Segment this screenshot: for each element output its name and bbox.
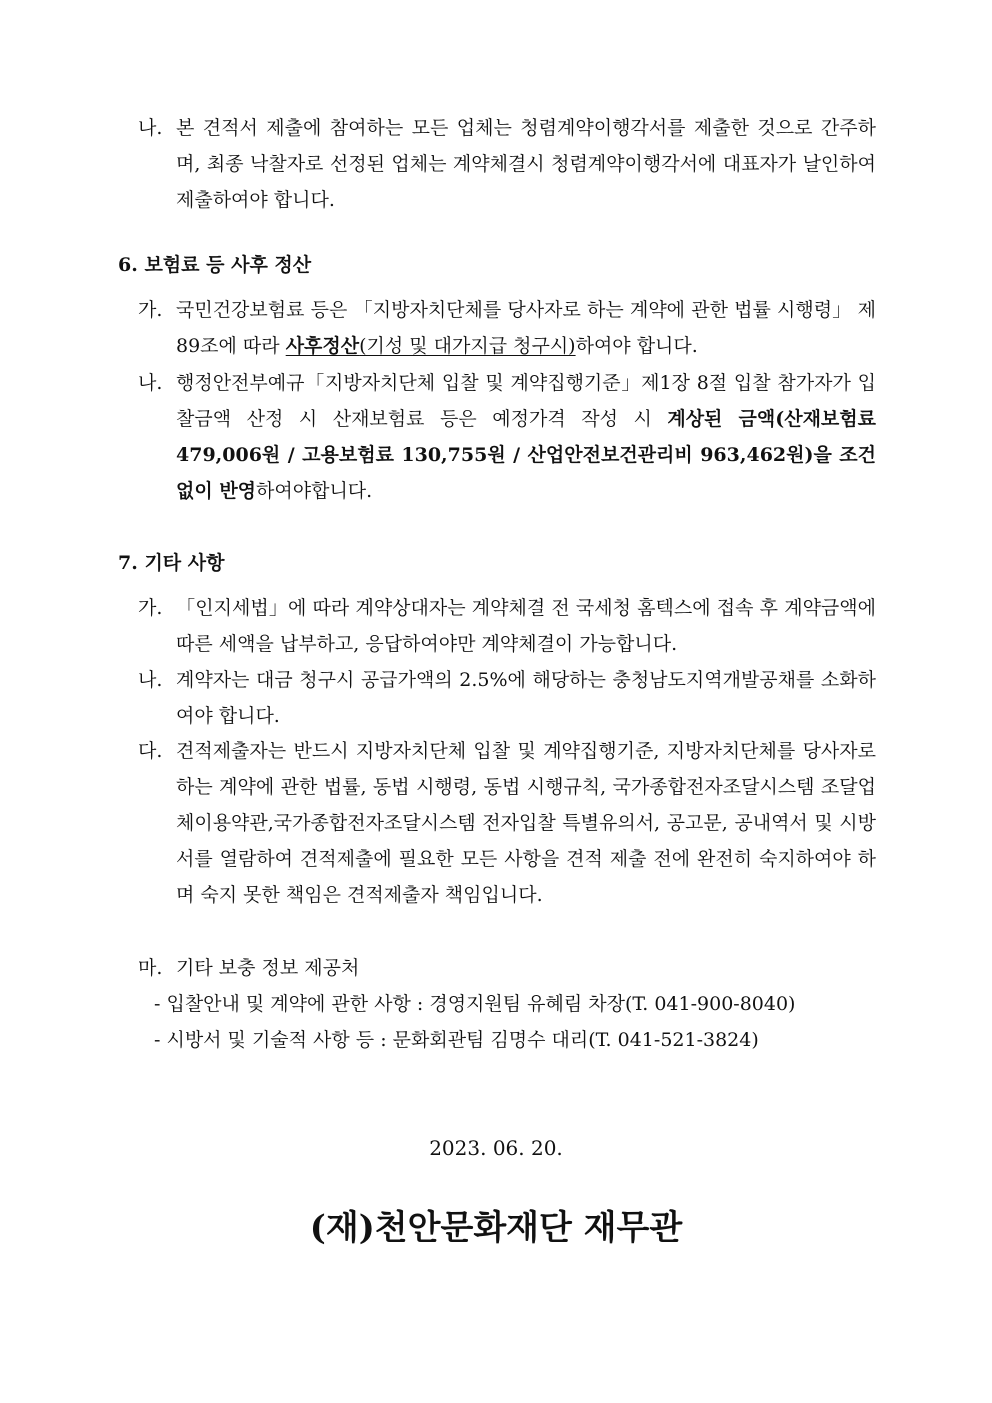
section5-item-na: [138, 110, 876, 218]
item-label: 나.: [138, 372, 163, 394]
item-text-underlined: (기성 및 대가지급 청구시): [359, 335, 576, 357]
item-text: 기타 보충 정보 제공처: [176, 957, 360, 979]
item-text: 「인지세법」에 따라 계약상대자는 계약체결 전 국세청 홈텍스에 접속 후 계약금액에 따른 세액을 납부하고, 응답하여야만 계약체결이 가능합니다.: [176, 597, 876, 655]
section7-item-da: [138, 733, 876, 913]
item-label: 나.: [138, 117, 163, 139]
section6-item-ga: [138, 292, 876, 364]
item-text-part1: 행정안전부예규「지방자치단체 입찰 및 계약집행기준」제1장 8절 입찰 참가자가 입찰금액 산정 시 산재보험료 등은 예정가격 작성 시: [176, 372, 876, 430]
section7-item-ma: [138, 950, 876, 986]
section6-heading: 6. 보험료 등 사후 정산: [118, 254, 312, 276]
item-label: 마.: [138, 957, 163, 979]
contact-line-bidding: - 입찰안내 및 계약에 관한 사항 : 경영지원팀 유혜림 차장(T. 041-900-8040): [154, 993, 796, 1015]
item-label: 나.: [138, 669, 163, 691]
item-text: 견적제출자는 반드시 지방자치단체 입찰 및 계약집행기준, 지방자치단체를 당사자로 하는 계약에 관한 법률, 동법 시행령, 동법 시행규칙, 국가종합전자조달시스템 조달업체이용약관,국가종합전자조달시스템 전자입찰 특별유의서, 공고문, 공내역서 및 시방서를 열람하여 견적제출에 필요한 모든 사항을 견적 제출 전에 완전히 숙지하여야 하며 숙지 못한 책임은 견적제출자 책임입니다.: [176, 740, 876, 906]
item-text-part4: 하여야 합니다.: [575, 335, 698, 357]
item-label: 가.: [138, 597, 163, 619]
section6-item-na: [138, 365, 876, 509]
section7-item-na: [138, 662, 876, 734]
item-text-bold: 사후정산: [285, 335, 360, 357]
issuer-name: (재)천안문화재단 재무관: [309, 1208, 683, 1248]
item-text-bold: 계상된 금액(산재보험료 479,006원 / 고용보험료 130,755원 / 산업안전보건관리비 963,462원)을 조건 없이 반영: [176, 408, 876, 502]
contact-line-technical: - 시방서 및 기술적 사항 등 : 문화회관팀 김명수 대리(T. 041-521-3824): [154, 1029, 759, 1051]
item-text-part3: 하여야합니다.: [256, 480, 373, 502]
item-label: 가.: [138, 299, 163, 321]
item-text-part1: 국민건강보험료 등은 「지방자치단체를 당사자로 하는 계약에 관한 법률 시행령」 제89조에 따라: [176, 299, 876, 357]
document-date: 2023. 06. 20.: [429, 1136, 563, 1160]
section7-heading: 7. 기타 사항: [118, 552, 225, 574]
item-text: 본 견적서 제출에 참여하는 모든 업체는 청렴계약이행각서를 제출한 것으로 간주하며, 최종 낙찰자로 선정된 업체는 계약체결시 청렴계약이행각서에 대표자가 날인하여 제출하여야 합니다.: [176, 117, 876, 211]
item-text: 계약자는 대금 청구시 공급가액의 2.5%에 해당하는 충청남도지역개발공채를 소화하여야 합니다.: [176, 669, 876, 727]
item-label: 다.: [138, 740, 163, 762]
section7-item-ga: [138, 590, 876, 662]
